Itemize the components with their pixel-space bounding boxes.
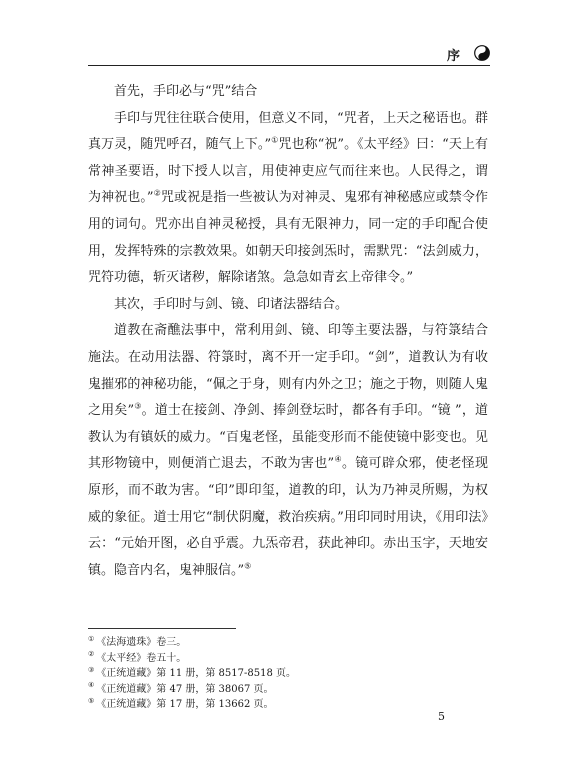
taiji-yin-yang-icon bbox=[474, 45, 490, 61]
text-segment: 首先，手印必与“咒”结合 bbox=[114, 84, 258, 99]
footnote-mark: ⑤ bbox=[88, 696, 95, 705]
footnote-text: 《正统道藏》第 47 册，第 38067 页。 bbox=[96, 683, 274, 695]
footnote-mark: ① bbox=[88, 634, 95, 643]
footnote-mark: ③ bbox=[88, 665, 95, 674]
text-segment: 其次，手印时与剑、镜、印诸法器结合。 bbox=[114, 296, 349, 312]
footnotes bbox=[88, 635, 488, 713]
text-segment: 咒或祝是指一些被认为对神灵、鬼邪有神秘感应或禁令作用的词句。咒亦出自神灵秘授，具有无限神力，同一定的手印配合使用，发挥特殊的宗教效果。如朝天印接剑炁时，需默咒：“法剑威力，咒符功德，斩灭诸秽，解除诸煞。急急如青玄上帝律令。” bbox=[88, 190, 488, 286]
body-text bbox=[88, 79, 488, 584]
footnote-ref: ③ bbox=[134, 401, 142, 411]
paragraph bbox=[88, 79, 488, 106]
text-segment: 。镜可辟众邪，使老怪现原形，而不敢为害。“印”即印玺，道教的印，认为乃神灵所赐，为权威的象征。道士用它“制伏阴魔，救治疾病。”用印同时用诀，《用印法》云：“元始开图，必自乎震。九炁帝君，获此神印。赤出玉字，天地安镇。隐音内名，鬼神服信。” bbox=[88, 456, 488, 578]
header-title: 序 bbox=[446, 49, 460, 64]
footnote-ref: ② bbox=[153, 189, 161, 199]
footnote-rule bbox=[88, 628, 236, 629]
footnote-text: 《正统道藏》第 11 册，第 8517-8518 页。 bbox=[96, 668, 296, 679]
running-header bbox=[88, 44, 490, 64]
footnote-text: 《法海遗珠》卷三。 bbox=[96, 637, 187, 648]
footnote-mark: ④ bbox=[88, 681, 95, 690]
text-segment: 手印与咒往往联合使用，但意义不同，“咒者，上天之秘语也。群真万灵，随咒呼召，随气上下。” bbox=[88, 110, 488, 153]
footnote-mark: ② bbox=[88, 650, 95, 659]
text-segment: 。道士在接剑、净剑、捧剑登坛时，都各有手印。“镜 ”，道教认为有镇妖的威力。“百鬼老怪，虽能变形而不能使镜中影变也。见其形物镜中，则便消亡退去，不敢为害也” bbox=[88, 403, 488, 472]
header-rule bbox=[88, 65, 490, 66]
footnote bbox=[88, 682, 488, 698]
footnote-ref: ④ bbox=[334, 454, 342, 464]
footnote-ref: ⑤ bbox=[244, 561, 252, 571]
paragraph bbox=[88, 292, 488, 319]
footnote-ref: ① bbox=[271, 135, 279, 145]
footnote bbox=[88, 666, 488, 682]
footnote-text: 《正统道藏》第 17 册，第 13662 页。 bbox=[96, 699, 274, 710]
text-segment: 道教在斋醮法事中，常利用剑、镜、印等主要法器，与符箓结合施法。在动用法器、符箓时，离不开一定手印。“剑”，道教认为有收鬼摧邪的神秘功能，“佩之于身，则有内外之卫；施之于物，则随人鬼之用矣” bbox=[88, 323, 488, 419]
footnote bbox=[88, 635, 488, 651]
footnote bbox=[88, 697, 488, 713]
footnote bbox=[88, 651, 488, 667]
page-number: 5 bbox=[438, 710, 445, 723]
footnote-text: 《太平经》卷五十。 bbox=[96, 652, 187, 664]
paragraph bbox=[88, 106, 488, 292]
text-segment: 咒也称“祝”。《太平经》曰：“天上有常神圣要语，时下授人以言，用使神吏应气而往来也。人民得之，谓为神祝也。” bbox=[88, 137, 488, 206]
paragraph bbox=[88, 318, 488, 584]
